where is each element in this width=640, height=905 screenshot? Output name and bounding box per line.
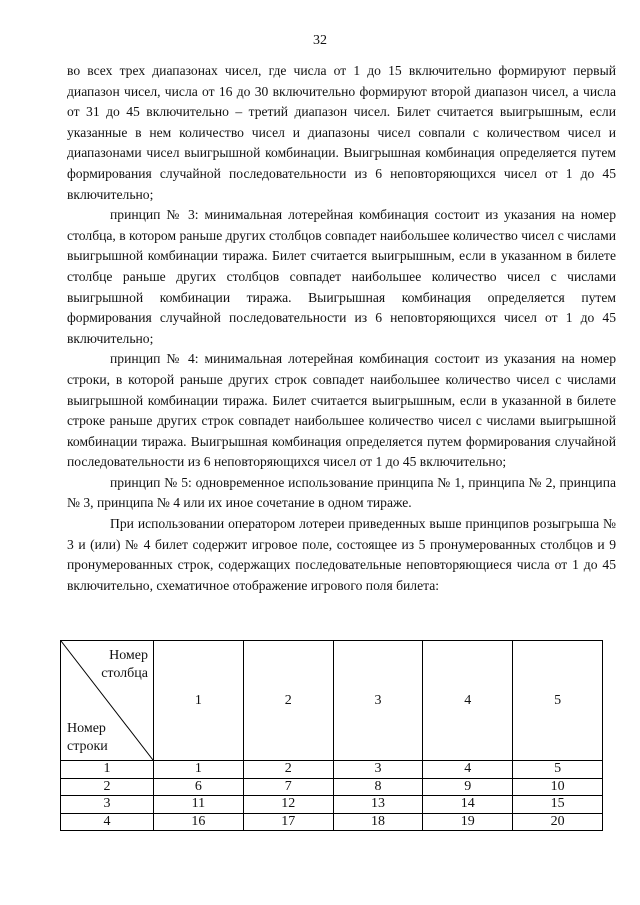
row-number: 3 (61, 796, 154, 814)
game-field-table (60, 640, 603, 831)
row-number: 1 (61, 761, 154, 779)
table-cell: 8 (333, 778, 423, 796)
table-row (61, 813, 603, 831)
table-cell: 6 (154, 778, 244, 796)
body-text (67, 61, 616, 596)
table-cell: 20 (513, 813, 603, 831)
paragraph-principle-4: принцип № 4: минимальная лотерейная комбинация состоит из указания на номер строки, в которой раньше других строк совпадет наибольшее количество чисел с числами выигрышной комбинации тиража. Билет считается выигрышным, если в указанной в билете строке раньше других строк совпадет наибольшее количество чисел с числами выигрышной комбинации тиража. Выигрышная комбинация определяется путем формирования случайной последовательности из 6 неповторяющихся чисел от 1 до 45 включительно; (67, 351, 616, 470)
row-number: 2 (61, 778, 154, 796)
column-header-label: Номер столбца (101, 648, 148, 681)
row-number: 4 (61, 813, 154, 831)
page-number: 32 (313, 33, 327, 48)
table-cell: 16 (154, 813, 244, 831)
table-cell: 10 (513, 778, 603, 796)
table-row (61, 778, 603, 796)
table-cell: 13 (333, 796, 423, 814)
table-row (61, 796, 603, 814)
table-cell: 2 (243, 761, 333, 779)
table-cell: 3 (333, 761, 423, 779)
table-cell: 4 (423, 761, 513, 779)
row-header-label: Номер строки (67, 721, 108, 754)
column-number: 4 (423, 641, 513, 761)
table-cell: 1 (154, 761, 244, 779)
table-cell: 14 (423, 796, 513, 814)
table-corner-cell (61, 641, 154, 761)
table-cell: 9 (423, 778, 513, 796)
table-cell: 19 (423, 813, 513, 831)
table-cell: 7 (243, 778, 333, 796)
paragraph-principle-5: принцип № 5: одновременное использование принципа № 1, принципа № 2, принципа № 3, принципа № 4 или их иное сочетание в одном тираже. (67, 474, 616, 511)
table-cell: 11 (154, 796, 244, 814)
column-number: 2 (243, 641, 333, 761)
table-cell: 18 (333, 813, 423, 831)
column-number: 3 (333, 641, 423, 761)
column-number: 1 (154, 641, 244, 761)
table-cell: 15 (513, 796, 603, 814)
table-cell: 17 (243, 813, 333, 831)
table-header-row (61, 641, 603, 761)
paragraph-principle-3: принцип № 3: минимальная лотерейная комбинация состоит из указания на номер столбца, в котором раньше других столбцов совпадет наибольшее количество чисел с числами выигрышной комбинации тиража. Билет считается выигрышным, если в указанном в билете столбце раньше других столбцов совпадет наибольшее количество чисел с числами выигрышной комбинации тиража. Выигрышная комбинация определяется путем формирования случайной последовательности из 6 неповторяющихся чисел от 1 до 45 включительно; (67, 207, 617, 346)
paragraph-game-field: При использовании оператором лотереи приведенных выше принципов розыгрыша № 3 и (или) № 4 билет содержит игровое поле, состоящее из 5 пронумерованных столбцов и 9 пронумерованных строк, содержащих последовательные неповторяющиеся числа от 1 до 45 включительно, схематичное отображение игрового поля билета: (67, 516, 616, 593)
paragraph-continuation: во всех трех диапазонах чисел, где числа от 1 до 15 включительно формируют первый диапазон чисел, числа от 16 до 30 включительно формируют второй диапазон чисел, а числа от 31 до 45 включительно – третий диапазон чисел. Билет считается выигрышным, если указанные в нем количество чисел и диапазоны чисел совпали с количеством чисел и диапазонами чисел выигрышной комбинации. Выигрышная комбинация определяется путем формирования случайной последовательности из 6 неповторяющихся чисел от 1 до 45 включительно; (67, 63, 616, 202)
column-number: 5 (513, 641, 603, 761)
table-cell: 5 (513, 761, 603, 779)
table-cell: 12 (243, 796, 333, 814)
table-row (61, 761, 603, 779)
